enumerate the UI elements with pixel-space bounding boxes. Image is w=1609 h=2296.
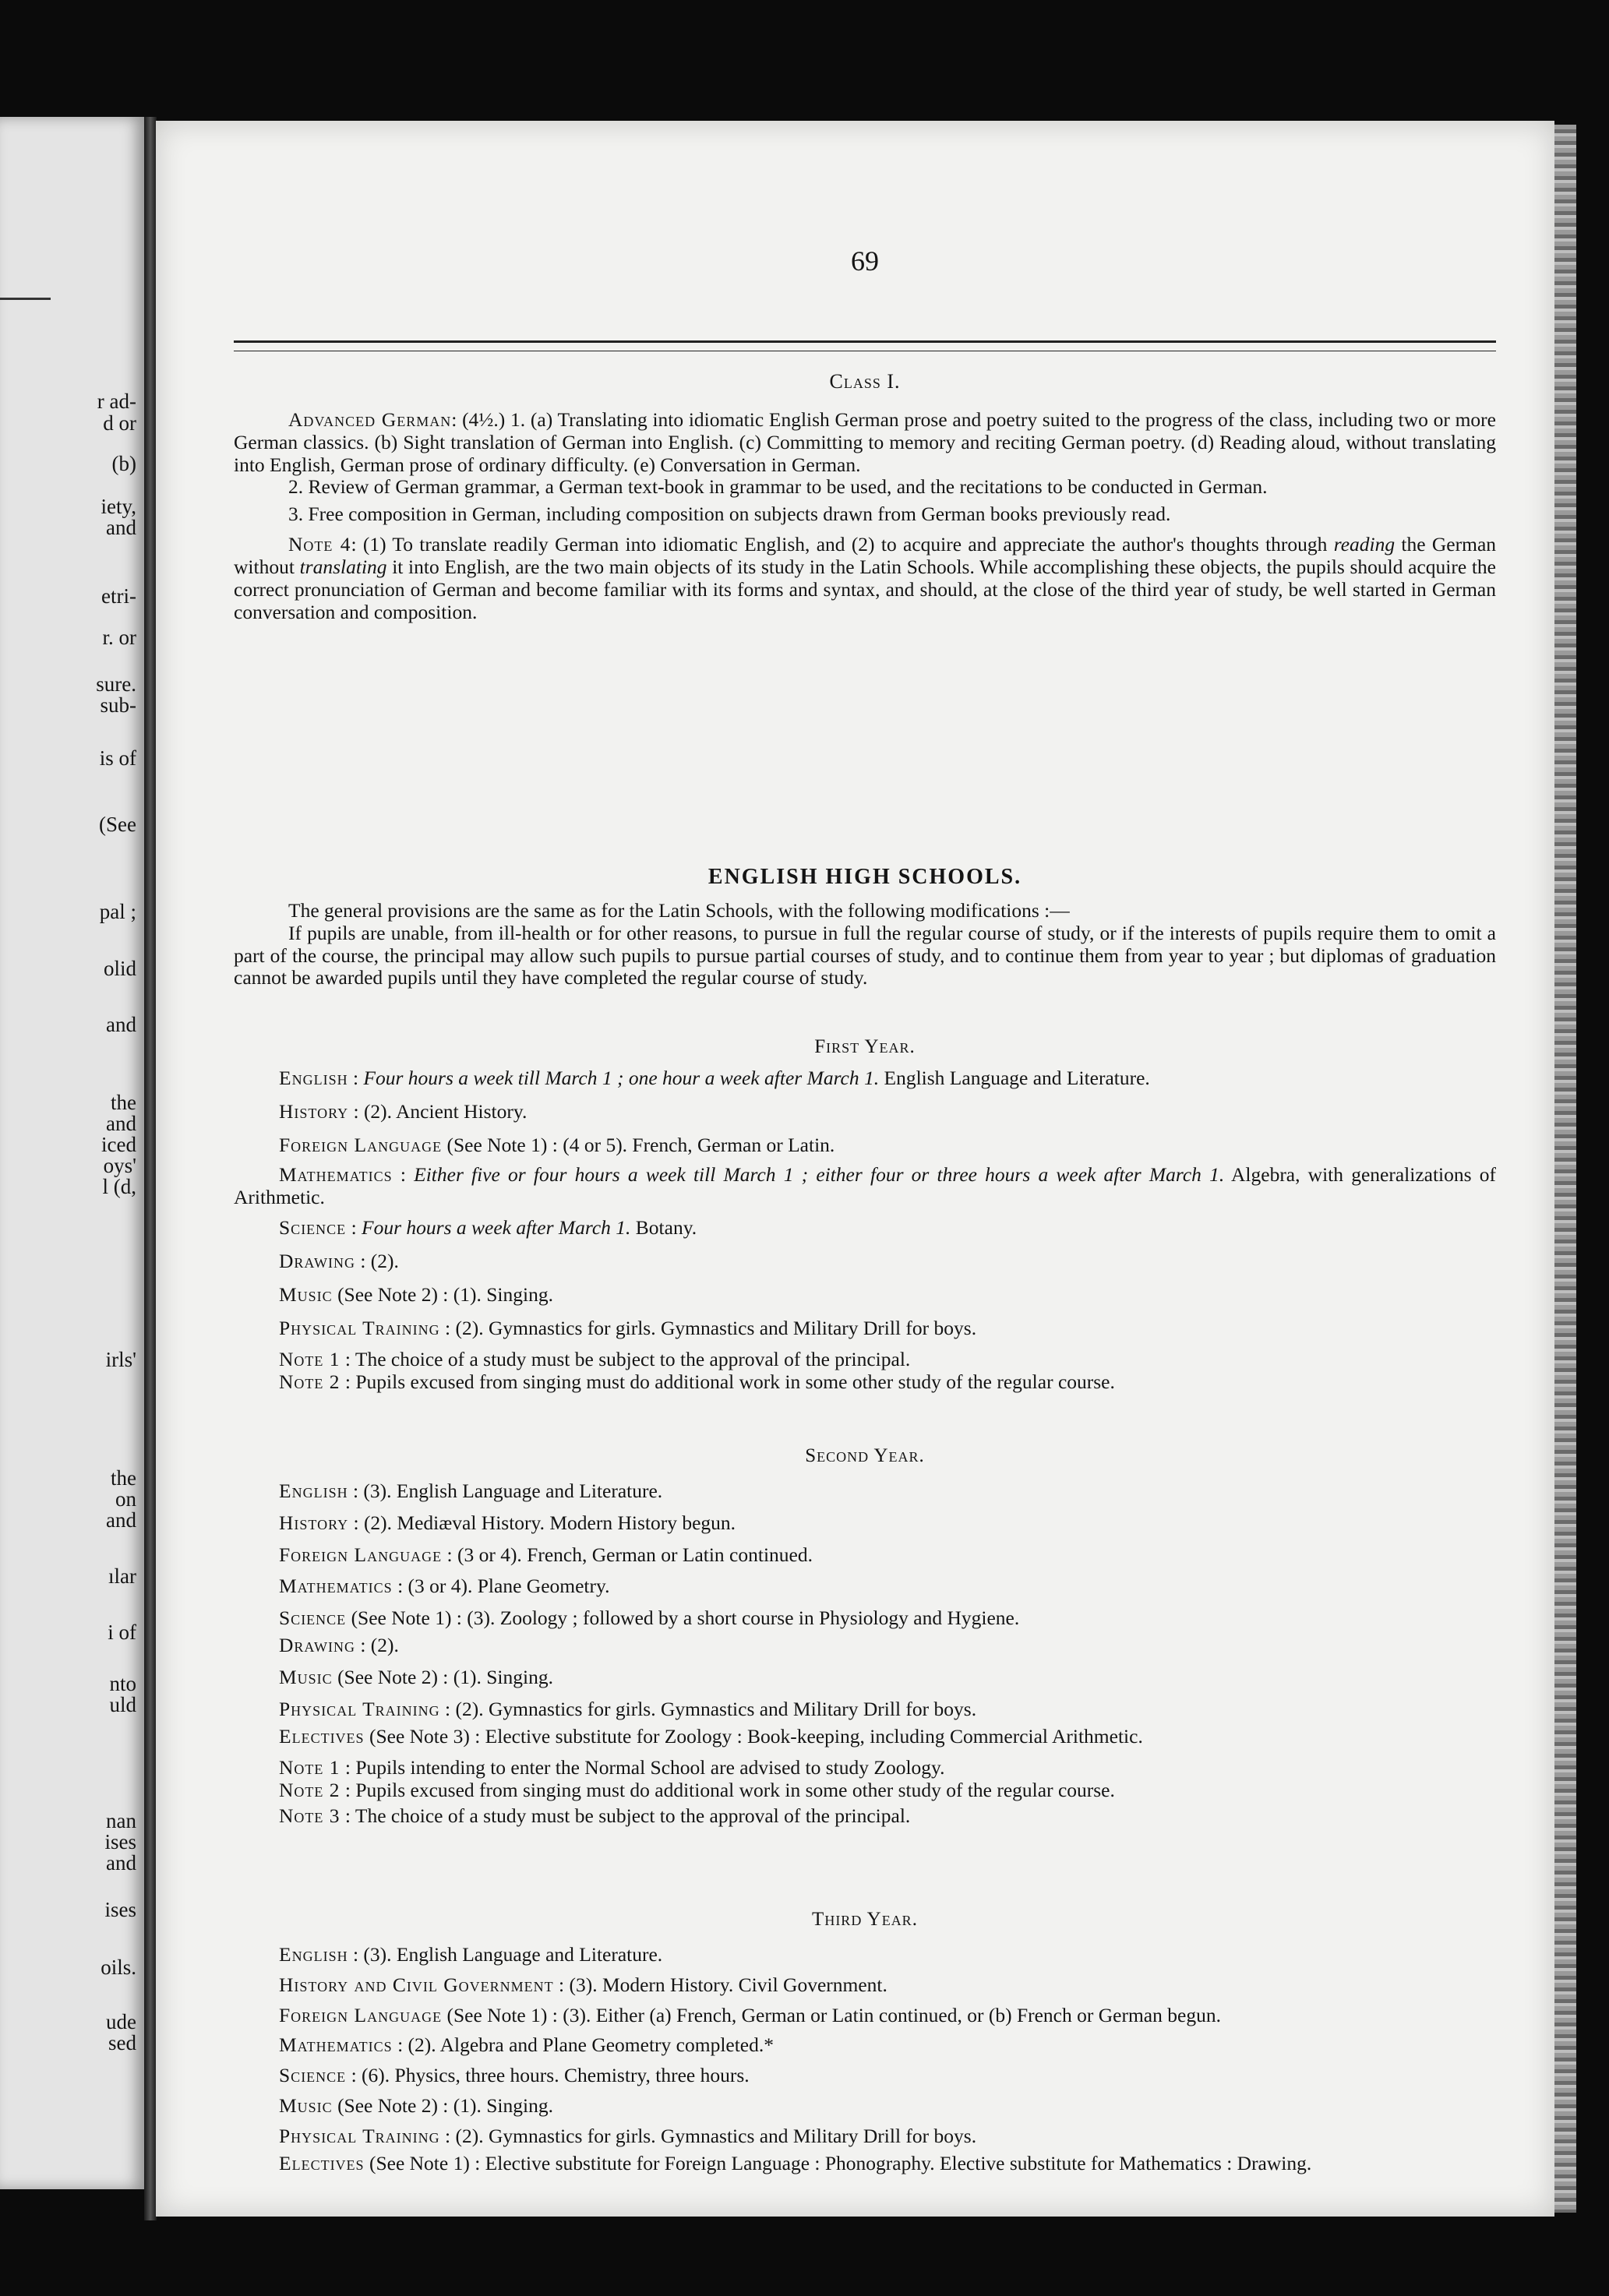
- facing-page-fragment: and: [106, 1112, 136, 1135]
- ehs-intro: [234, 900, 1496, 989]
- note-text: : Pupils excused from singing must do additional work in some other study of the regular course.: [344, 1779, 1115, 1802]
- facing-page-fragment: (b): [111, 452, 136, 475]
- second-year-history: [234, 1512, 1496, 1535]
- subject-text: (See Note 1) : (4 or 5). French, German or Latin.: [442, 1133, 835, 1156]
- third-year-mathematics: [234, 2034, 1496, 2057]
- subject-text: : (2). Algebra and Plane Geometry completed.*: [397, 2033, 774, 2057]
- subject-label: Foreign Language: [279, 2003, 443, 2026]
- subject-text: : (3). English Language and Literature.: [352, 1943, 663, 1966]
- third-year-section: [234, 1944, 1496, 2175]
- subject-label: History: [279, 1099, 349, 1123]
- subject-label: Mathematics: [279, 1575, 393, 1598]
- page-number: 69: [851, 245, 879, 277]
- facing-page-fragment: (See: [99, 813, 136, 836]
- first-year-physical-training: [234, 1317, 1496, 1340]
- facing-page-fragment: iety,: [101, 495, 136, 518]
- subject-label: Foreign Language: [279, 1133, 443, 1156]
- facing-page-fragment: sure.: [96, 672, 136, 696]
- subject-text: (See Note 2) : (1). Singing.: [332, 1282, 553, 1306]
- facing-page-fragment: iced: [101, 1133, 136, 1156]
- grammar-paragraph: 2. Review of German grammar, a German text-book in grammar to be used, and the recitations to be conducted in German.: [288, 475, 1268, 499]
- page-edges: [1554, 125, 1576, 2213]
- first-year-section: [234, 1067, 1496, 1394]
- note-text: : The choice of a study must be subject to the approval of the principal.: [344, 1348, 911, 1371]
- facing-page-fragment: the: [111, 1091, 136, 1114]
- facing-page-fragment: olid: [103, 957, 136, 980]
- subject-text: : (6). Physics, three hours. Chemistry, three hours.: [351, 2064, 750, 2087]
- first-year-english: English : Four hours a week till March 1 ; one hour a week after March 1. English Language and Literature.: [279, 1067, 1150, 1089]
- second-year-note-2: [234, 1779, 1496, 1802]
- advanced-german-text: : (4½.) 1. (a) Translating into idiomatic English German prose and poetry suited to the progress of the class, including two or more German classics. (b) Sight translation of German into English. (c) Committing to memory and reciting German poetry. (d) Reading aloud, without translating into English, German prose of ordinary difficulty. (e) Conversation in German.: [234, 408, 1496, 476]
- subject-label: Science: [279, 1216, 347, 1240]
- facing-page-fragment: and: [106, 1851, 136, 1875]
- hours-note: Either five or four hours a week till March 1 ; either four or three hours a week after March 1.: [414, 1163, 1225, 1187]
- subject-label: Drawing: [279, 1249, 355, 1272]
- facing-page-fragment: and: [106, 1013, 136, 1036]
- facing-page-fragment: ises: [104, 1898, 136, 1921]
- subject-label: Foreign Language: [279, 1543, 443, 1566]
- note-text: : Pupils excused from singing must do additional work in some other study of the regular course.: [344, 1370, 1115, 1394]
- advanced-german-label: Advanced German: [288, 408, 452, 431]
- subject-text: (See Note 1) : (3). Zoology ; followed by a short course in Physiology and Hygiene.: [346, 1606, 1020, 1630]
- hours-note: Four hours a week after March 1.: [362, 1216, 631, 1240]
- facing-page-fragment: sub-: [100, 693, 136, 717]
- second-year-section: [234, 1480, 1496, 1828]
- facing-page-fragment: i of: [108, 1621, 136, 1644]
- subject-label: Mathematics: [279, 2033, 393, 2057]
- facing-page-fragment: oys': [103, 1154, 136, 1177]
- facing-page-fragment: etri-: [101, 584, 136, 608]
- subject-text: : (3). English Language and Literature.: [352, 1480, 663, 1502]
- ehs-intro-paragraph: If pupils are unable, from ill-health or for other reasons, to pursue in full the regular course of study, or if the interests of pupils require them to omit a part of the course, the principal may allow such pupils to pursue partial courses of study, and to continue them from year to year ; but diplomas of graduation cannot be awarded pupils until they have completed the regular course of study.: [234, 921, 1496, 989]
- second-year-electives: [234, 1726, 1496, 1748]
- subject-text: Algebra, with generalizations of Arithmetic.: [234, 1163, 1496, 1209]
- subject-text: : (2). Gymnastics for girls. Gymnastics and Military Drill for boys.: [445, 2124, 977, 2147]
- note-4-italic: reading: [1333, 533, 1396, 556]
- first-year-history: [234, 1101, 1496, 1123]
- facing-page-fragment: l (d,: [102, 1175, 136, 1198]
- subject-text: (See Note 2) : (1). Singing.: [332, 1665, 553, 1688]
- subject-label: Science: [279, 1606, 347, 1630]
- class1-section: [234, 409, 1496, 623]
- document-page: [156, 121, 1554, 2217]
- facing-page-fragment: nto: [109, 1672, 136, 1695]
- subject-label: Electives: [279, 2151, 365, 2174]
- note-4-paragraph: [234, 534, 1496, 623]
- subject-text: : (2). Gymnastics for girls. Gymnastics and Military Drill for boys.: [445, 1697, 977, 1720]
- subject-label: Electives: [279, 1724, 365, 1748]
- facing-page-fragment: oils.: [101, 1956, 136, 1979]
- second-year-note-1: [234, 1757, 1496, 1779]
- note-label: Note 2: [279, 1370, 341, 1394]
- subject-label: Mathematics: [279, 1163, 393, 1187]
- note-label: Note 1: [279, 1348, 341, 1371]
- subject-label: Music: [279, 2094, 333, 2118]
- facing-page-fragment: sed: [108, 2031, 136, 2054]
- subject-text: : (2). Mediæval History. Modern History begun.: [353, 1511, 736, 1534]
- first-year-science: Science : Four hours a week after March 1. Botany.: [279, 1216, 697, 1240]
- third-year-physical-training: [234, 2125, 1496, 2148]
- note-4-italic: translating: [299, 555, 387, 578]
- second-year-heading: Second Year.: [805, 1445, 925, 1466]
- facing-page-rule: [0, 298, 51, 300]
- note-label: Note 2: [279, 1779, 341, 1802]
- facing-page-fragment: d or: [103, 411, 136, 435]
- facing-page-fragment: the: [111, 1466, 136, 1490]
- facing-page-fragment: and: [106, 1508, 136, 1532]
- subject-text: (See Note 1) : (3). Either (a) French, German or Latin continued, or (b) French or German begun.: [442, 2003, 1221, 2026]
- subject-text: : (3 or 4). Plane Geometry.: [397, 1575, 610, 1598]
- subject-label: English: [279, 1480, 348, 1502]
- facing-page-fragment: ises: [104, 1830, 136, 1853]
- second-year-note-3: [234, 1805, 1496, 1828]
- ehs-intro-paragraph: The general provisions are the same as for the Latin Schools, with the following modifications :—: [288, 899, 1070, 922]
- advanced-german-paragraph: [234, 409, 1496, 476]
- facing-page: [0, 117, 144, 2189]
- facing-page-fragment: pal ;: [99, 900, 136, 923]
- first-year-foreign-language: [234, 1134, 1496, 1157]
- third-year-electives: [234, 2153, 1496, 2175]
- note-4-text: it into English, are the two main objects of its study in the Latin Schools. While accomplishing these objects, the pupils should acquire the correct pronunciation of German and become familiar with its forms and syntax, and should, at the close of the third year of study, be well started in German conversation and composition.: [234, 555, 1496, 623]
- first-year-mathematics: Mathematics : Either five or four hours a week till March 1 ; either four or three hours a week after March 1. Algebra, with generalizations of Arithmetic.: [234, 1163, 1496, 1209]
- subject-text: (See Note 2) : (1). Singing.: [332, 2094, 553, 2118]
- facing-page-fragment: on: [115, 1487, 136, 1511]
- facing-page-fragment: and: [106, 516, 136, 539]
- subject-label: History: [279, 1511, 349, 1534]
- facing-page-fragment: nan: [106, 1809, 136, 1832]
- second-year-drawing: [234, 1635, 1496, 1657]
- note-label: Note 1: [279, 1756, 341, 1779]
- composition-paragraph: 3. Free composition in German, including composition on subjects drawn from German books previously read.: [288, 503, 1171, 526]
- facing-page-fragment: ude: [106, 2010, 136, 2033]
- subject-text: : (3 or 4). French, German or Latin continued.: [446, 1543, 813, 1566]
- second-year-mathematics: [234, 1575, 1496, 1598]
- third-year-music: [234, 2095, 1496, 2118]
- subject-label: Drawing: [279, 1634, 355, 1657]
- class-heading: Class I.: [829, 370, 901, 393]
- facing-page-fragment: uld: [109, 1693, 136, 1716]
- hours-note: Four hours a week till March 1 ; one hour a week after March 1.: [363, 1067, 880, 1089]
- subject-label: Music: [279, 1282, 333, 1306]
- subject-label: English: [279, 1943, 348, 1966]
- subject-text: English Language and Literature.: [884, 1067, 1150, 1089]
- third-year-foreign-language: [234, 2005, 1496, 2027]
- facing-page-fragment: is of: [99, 746, 136, 770]
- second-year-foreign-language: [234, 1544, 1496, 1567]
- facing-page-fragment: irls': [105, 1348, 136, 1371]
- first-year-drawing: [234, 1250, 1496, 1273]
- subject-label: Physical Training: [279, 1316, 440, 1339]
- note-4-text: : (1) To translate readily German into idiomatic English, and (2) to acquire and appreciate the author's thoughts through: [351, 533, 1334, 556]
- first-year-heading: First Year.: [814, 1036, 916, 1057]
- note-4-label: Note 4: [288, 533, 351, 556]
- second-year-english: [234, 1480, 1496, 1503]
- note-label: Note 3: [279, 1804, 341, 1827]
- note-text: : Pupils intending to enter the Normal School are advised to study Zoology.: [344, 1756, 945, 1779]
- subject-label: Physical Training: [279, 2124, 440, 2147]
- note-4-text: the German without: [234, 533, 1497, 578]
- note-text: : The choice of a study must be subject to the approval of the principal.: [344, 1804, 911, 1827]
- book-binding: [144, 117, 157, 2220]
- first-year-note-1: [234, 1349, 1496, 1371]
- english-high-schools-title: ENGLISH HIGH SCHOOLS.: [707, 865, 1022, 889]
- subject-text: : (3). Modern History. Civil Government.: [559, 1973, 887, 1996]
- second-year-physical-training: [234, 1698, 1496, 1721]
- subject-text: : (2). Ancient History.: [353, 1099, 528, 1123]
- subject-label: Music: [279, 1665, 333, 1688]
- first-year-note-2: [234, 1371, 1496, 1394]
- subject-label: English: [279, 1067, 348, 1089]
- subject-text: (See Note 1) : Elective substitute for Foreign Language : Phonography. Elective substitute for Mathematics : Drawing.: [364, 2151, 1312, 2174]
- first-year-music: [234, 1284, 1496, 1307]
- third-year-heading: Third Year.: [812, 1909, 918, 1930]
- subject-text: Botany.: [635, 1216, 697, 1240]
- subject-text: : (2).: [360, 1249, 399, 1272]
- facing-page-fragment: r ad-: [97, 390, 136, 413]
- third-year-history: [234, 1974, 1496, 1997]
- subject-text: : (2). Gymnastics for girls. Gymnastics and Military Drill for boys.: [445, 1316, 977, 1339]
- header-rule: [234, 340, 1496, 351]
- subject-text: : (2).: [360, 1634, 399, 1657]
- subject-text: (See Note 3) : Elective substitute for Zoology : Book-keeping, including Commercial Arithmetic.: [364, 1724, 1143, 1748]
- facing-page-fragment: ılar: [108, 1564, 136, 1588]
- third-year-english: [234, 1944, 1496, 1966]
- subject-label: Science: [279, 2064, 347, 2087]
- subject-label: Physical Training: [279, 1697, 440, 1720]
- second-year-science: [234, 1607, 1496, 1630]
- third-year-science: [234, 2065, 1496, 2087]
- facing-page-fragment: r. or: [102, 626, 136, 649]
- second-year-music: [234, 1666, 1496, 1689]
- subject-label: History and Civil Government: [279, 1973, 554, 1996]
